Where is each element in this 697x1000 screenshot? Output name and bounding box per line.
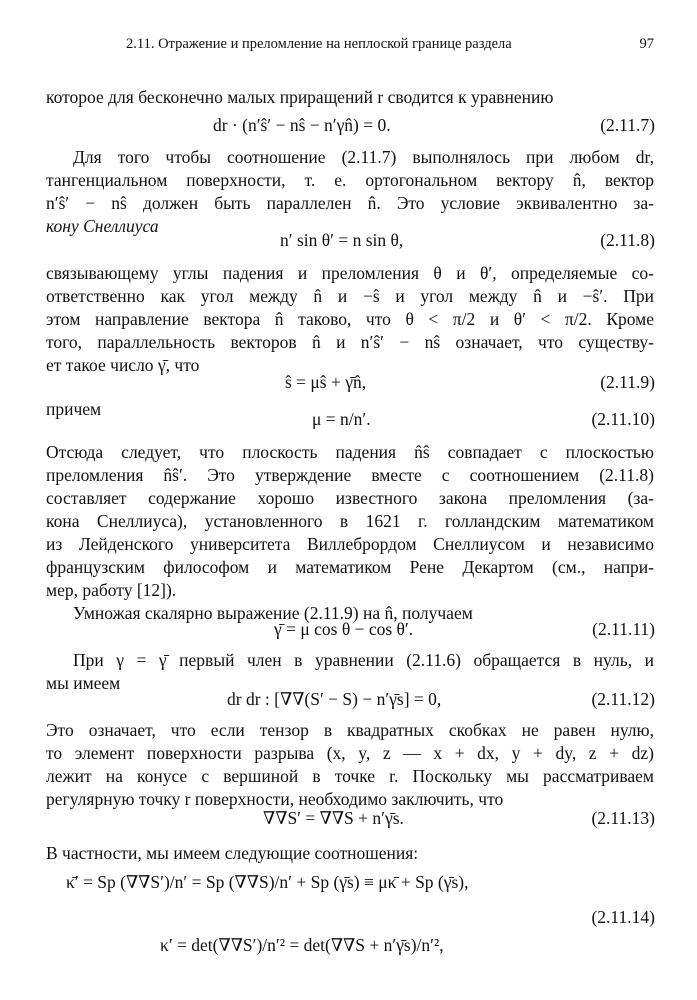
text-line: Для того чтобы соотношение (2.11.7) выполнялось при любом dr, <box>73 147 654 167</box>
text-line: то элемент поверхности разрыва (x, y, z — x + dx, y + dy, z + dz) <box>46 743 654 763</box>
text-line: ет такое число γ̄, что <box>46 355 200 375</box>
text-line: этом направление вектора n̂ таково, что θ < π/2 и θ′ < π/2. Кроме <box>46 309 654 329</box>
equation: μ = n/n′. <box>312 409 371 429</box>
text-line: преломления n̂ŝ′. Это утверждение вместе с соотношением (2.11.8) <box>46 465 654 485</box>
text-line: которое для бесконечно малых приращений r сводится к уравнению <box>46 87 554 107</box>
text-line: кона Снеллиуса), установленного в 1621 г. голландским математиком <box>46 511 654 531</box>
running-title: 2.11. Отражение и преломление на неплоской границе раздела <box>126 36 512 52</box>
text-line: ответственно как угол между n̂ и −ŝ и угол между n̂ и −ŝ′. При <box>46 286 654 306</box>
equation: κ′ = det(∇∇S′)/n′² = det(∇∇S + n′γ̄s)/n′², <box>160 935 444 955</box>
equation-number: (2.11.7) <box>600 115 655 135</box>
text-line: связывающему углы падения и преломления θ и θ′, определяемые со- <box>46 263 654 283</box>
text-line: французским философом и математиком Рене Декартом (см., напри- <box>46 557 654 577</box>
text-line: мер, работу [12]). <box>46 580 177 600</box>
text-line: Умножая скалярно выражение (2.11.9) на n̂, получаем <box>73 603 473 623</box>
equation: dr · (n′ŝ′ − nŝ − n′γn̂) = 0. <box>213 115 391 135</box>
text-line: из Лейденского университета Виллебрордом Снеллиусом и независимо <box>46 534 654 554</box>
text-line: составляет содержание хорошо известного закона преломления (за- <box>46 488 654 508</box>
equation-number: (2.11.9) <box>600 372 655 392</box>
equation-number: (2.11.10) <box>591 409 655 429</box>
equation: γ̄ = μ cos θ − cos θ′. <box>274 619 414 639</box>
text-line: n′ŝ′ − nŝ должен быть параллелен n̂. Это условие эквивалентно за- <box>46 193 654 213</box>
equation-number: (2.11.8) <box>600 230 655 250</box>
equation: ∇∇S′ = ∇∇S + n′γ̄s. <box>263 808 404 828</box>
equation: n′ sin θ′ = n sin θ, <box>280 230 404 250</box>
text-line: Это означает, что если тензор в квадратных скобках не равен нулю, <box>46 720 654 740</box>
text-line: причем <box>46 399 102 419</box>
text-line: кону Снеллиуса <box>46 216 159 236</box>
text-line: Отсюда следует, что плоскость падения n̂ŝ совпадает с плоскостью <box>46 442 654 462</box>
text-line: тангенциальном поверхности, т. е. ортогональном вектору n̂, вектор <box>46 170 654 190</box>
equation: dr dr : [∇∇(S′ − S) − n′γ̄s] = 0, <box>227 689 442 709</box>
text-line: регулярную точку r поверхности, необходимо заключить, что <box>46 789 504 809</box>
equation-number: (2.11.13) <box>591 808 655 828</box>
equation: κ̄′ = Sp (∇∇S′)/n′ = Sp (∇∇S)/n′ + Sp (γ̄s) ≡ μκ̄ + Sp (γ̄s), <box>66 872 469 892</box>
page-number: 97 <box>639 36 654 52</box>
equation-number: (2.11.14) <box>591 907 655 927</box>
text-line: В частности, мы имеем следующие соотношения: <box>46 843 419 863</box>
running-header <box>126 36 654 53</box>
equation: ŝ = μŝ + γ̄n̂, <box>285 372 367 392</box>
text-line: лежит на конусе с вершиной в точке r. Поскольку мы рассматриваем <box>46 766 654 786</box>
text-line: мы имеем <box>46 673 121 693</box>
equation-number: (2.11.12) <box>591 689 655 709</box>
text-line: При γ = γ̄ первый член в уравнении (2.11.6) обращается в нуль, и <box>73 650 654 670</box>
equation-number: (2.11.11) <box>592 619 655 639</box>
text-line: того, параллельность векторов n̂ и n′ŝ′ − nŝ означает, что существу- <box>46 332 654 352</box>
